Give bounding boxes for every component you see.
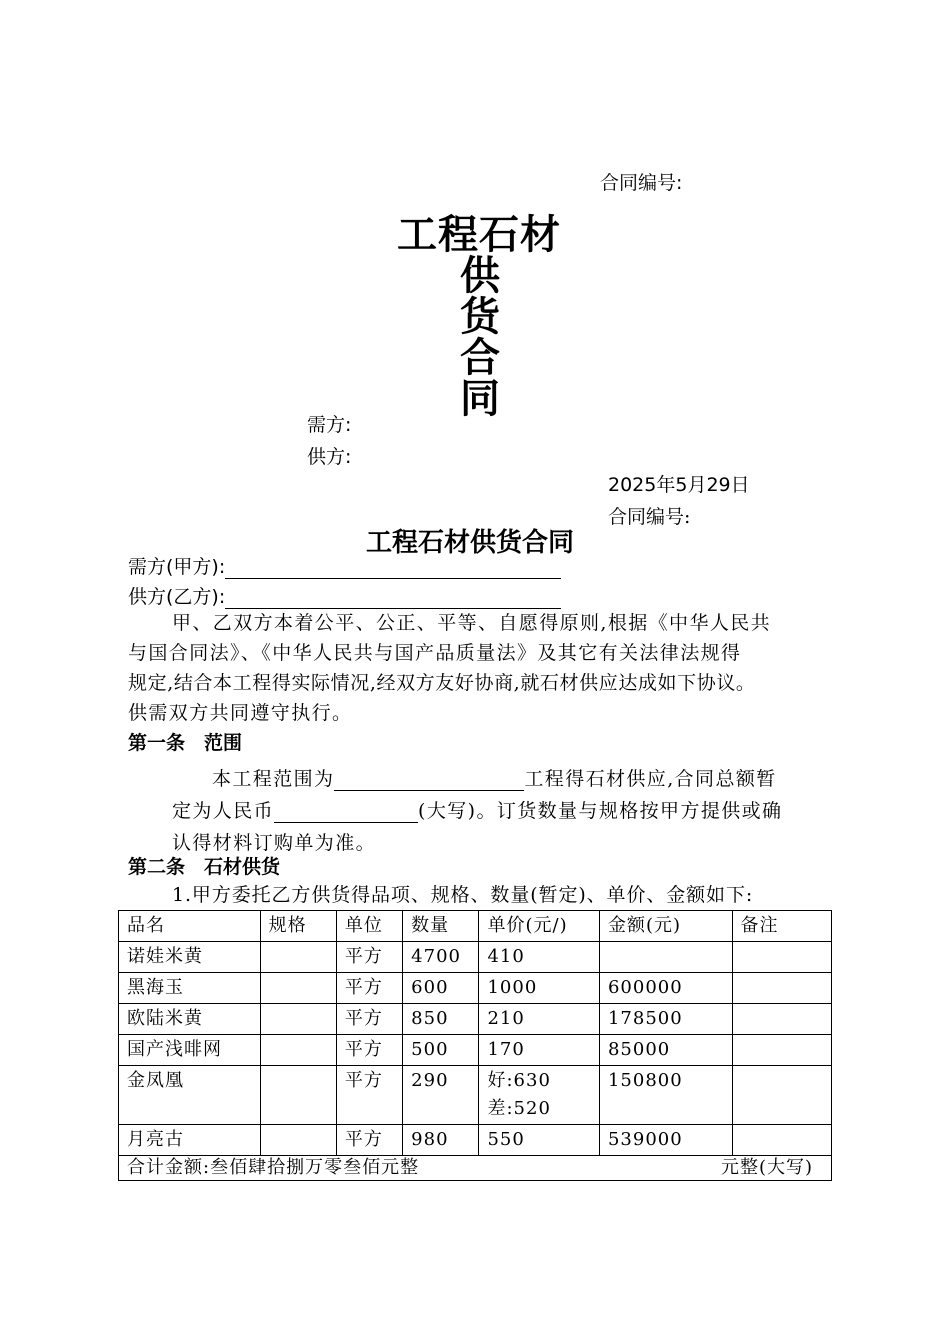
table-cell: 黑海玉 (119, 973, 261, 1004)
total-amount-suffix: 元整(大写) (720, 1157, 813, 1178)
table-row (119, 942, 832, 973)
article-2-line: 1.甲方委托乙方供货得品项、规格、数量(暂定)、单价、金额如下: (172, 884, 754, 906)
party-a-line (128, 552, 561, 579)
table-cell: 1000 (479, 973, 600, 1004)
table-row (119, 1004, 832, 1035)
cover-title-vertical-char: 供 (460, 253, 500, 299)
party-b-label: 供方(乙方): (128, 586, 226, 608)
table-row (119, 1035, 832, 1066)
party-a-label: 需方(甲方): (128, 556, 226, 578)
table-cell (260, 1004, 336, 1035)
table-cell: 好:630 差:520 (479, 1066, 600, 1125)
table-cell (732, 1125, 831, 1156)
table-cell: 550 (479, 1125, 600, 1156)
table-header-cell: 单位 (336, 911, 402, 942)
table-header-cell: 规格 (260, 911, 336, 942)
contract-number-label: 合同编号: (608, 506, 691, 528)
table-cell: 诺娃米黄 (119, 942, 261, 973)
table-cell: 欧陆米黄 (119, 1004, 261, 1035)
table-header-cell: 金额(元) (599, 911, 732, 942)
table-cell: 4700 (403, 942, 479, 973)
stone-specification-table (118, 910, 832, 1181)
table-cell: 210 (479, 1004, 600, 1035)
table-cell (732, 1035, 831, 1066)
table-cell: 平方 (336, 973, 402, 1004)
table-header-row (119, 911, 832, 942)
cover-title-vertical-char: 合 (460, 335, 500, 381)
table-cell (260, 1035, 336, 1066)
table-header-cell: 数量 (403, 911, 479, 942)
table-header-cell: 单价(元/) (479, 911, 600, 942)
article-2-heading: 第二条 石材供货 (128, 856, 281, 878)
table-cell: 金凤凰 (119, 1066, 261, 1125)
table-cell: 178500 (599, 1004, 732, 1035)
contract-title: 工程石材供货合同 (366, 528, 575, 558)
table-cell: 平方 (336, 1125, 402, 1156)
cover-title-vertical-char: 货 (460, 294, 500, 340)
article-1-line (172, 796, 782, 823)
article-1-text: (大写)。订货数量与规格按甲方提供或确 (418, 800, 783, 822)
table-cell (260, 942, 336, 973)
table-row (119, 1066, 832, 1125)
table-row (119, 973, 832, 1004)
article-1-text: 本工程范围为 (212, 768, 335, 790)
table-cell (260, 1066, 336, 1125)
cover-date: 2025年5月29日 (608, 474, 750, 496)
intro-paragraph-line: 与国合同法》、《中华人民共与国产品质量法》及其它有关法律法规得 (128, 642, 742, 664)
table-cell: 170 (479, 1035, 600, 1066)
table-cell: 980 (403, 1125, 479, 1156)
cover-supply-party-label: 供方: (307, 446, 352, 468)
table-cell: 平方 (336, 942, 402, 973)
table-cell (260, 1125, 336, 1156)
table-cell: 国产浅啡网 (119, 1035, 261, 1066)
total-amount-text: 合计金额:叁佰肆拾捌万零叁佰元整 (127, 1157, 420, 1178)
article-1-text: 工程得石材供应,合同总额暂 (524, 768, 777, 790)
table-cell: 平方 (336, 1004, 402, 1035)
table-cell (260, 973, 336, 1004)
party-b-line (128, 582, 561, 609)
table-cell: 150800 (599, 1066, 732, 1125)
cover-title: 工程石材 (397, 212, 561, 258)
table-cell: 290 (403, 1066, 479, 1125)
amount-blank (274, 802, 418, 823)
table-total-cell (119, 1156, 832, 1181)
cover-demand-party-label: 需方: (307, 414, 352, 436)
table-cell (599, 942, 732, 973)
table-cell (732, 973, 831, 1004)
party-b-blank (225, 588, 561, 609)
table-cell (732, 1004, 831, 1035)
article-1-heading: 第一条 范围 (128, 732, 243, 754)
table-cell: 600 (403, 973, 479, 1004)
table-cell: 539000 (599, 1125, 732, 1156)
cover-title-vertical-char: 同 (460, 376, 500, 422)
table-cell: 平方 (336, 1035, 402, 1066)
article-1-line (212, 764, 777, 791)
project-name-blank (334, 770, 524, 791)
intro-paragraph-line: 甲、乙双方本着公平、公正、平等、自愿得原则,根据《中华人民共 (172, 612, 772, 634)
intro-paragraph-line: 规定,结合本工程得实际情况,经双方友好协商,就石材供应达成如下协议。 (128, 672, 756, 694)
table-header-cell: 备注 (732, 911, 831, 942)
article-1-line: 认得材料订购单为准。 (172, 832, 377, 854)
intro-paragraph-line: 供需双方共同遵守执行。 (128, 702, 353, 724)
table-cell: 月亮古 (119, 1125, 261, 1156)
table-cell (732, 1066, 831, 1125)
party-a-blank (225, 558, 561, 579)
table-cell: 850 (403, 1004, 479, 1035)
table-cell: 85000 (599, 1035, 732, 1066)
table-cell: 500 (403, 1035, 479, 1066)
table-row (119, 1125, 832, 1156)
table-cell: 410 (479, 942, 600, 973)
table-total-row (119, 1156, 832, 1181)
table-header-cell: 品名 (119, 911, 261, 942)
cover-contract-number-label: 合同编号: (600, 172, 683, 194)
article-1-text: 定为人民币 (172, 800, 275, 822)
table-cell (732, 942, 831, 973)
table-cell: 600000 (599, 973, 732, 1004)
table-cell: 平方 (336, 1066, 402, 1125)
